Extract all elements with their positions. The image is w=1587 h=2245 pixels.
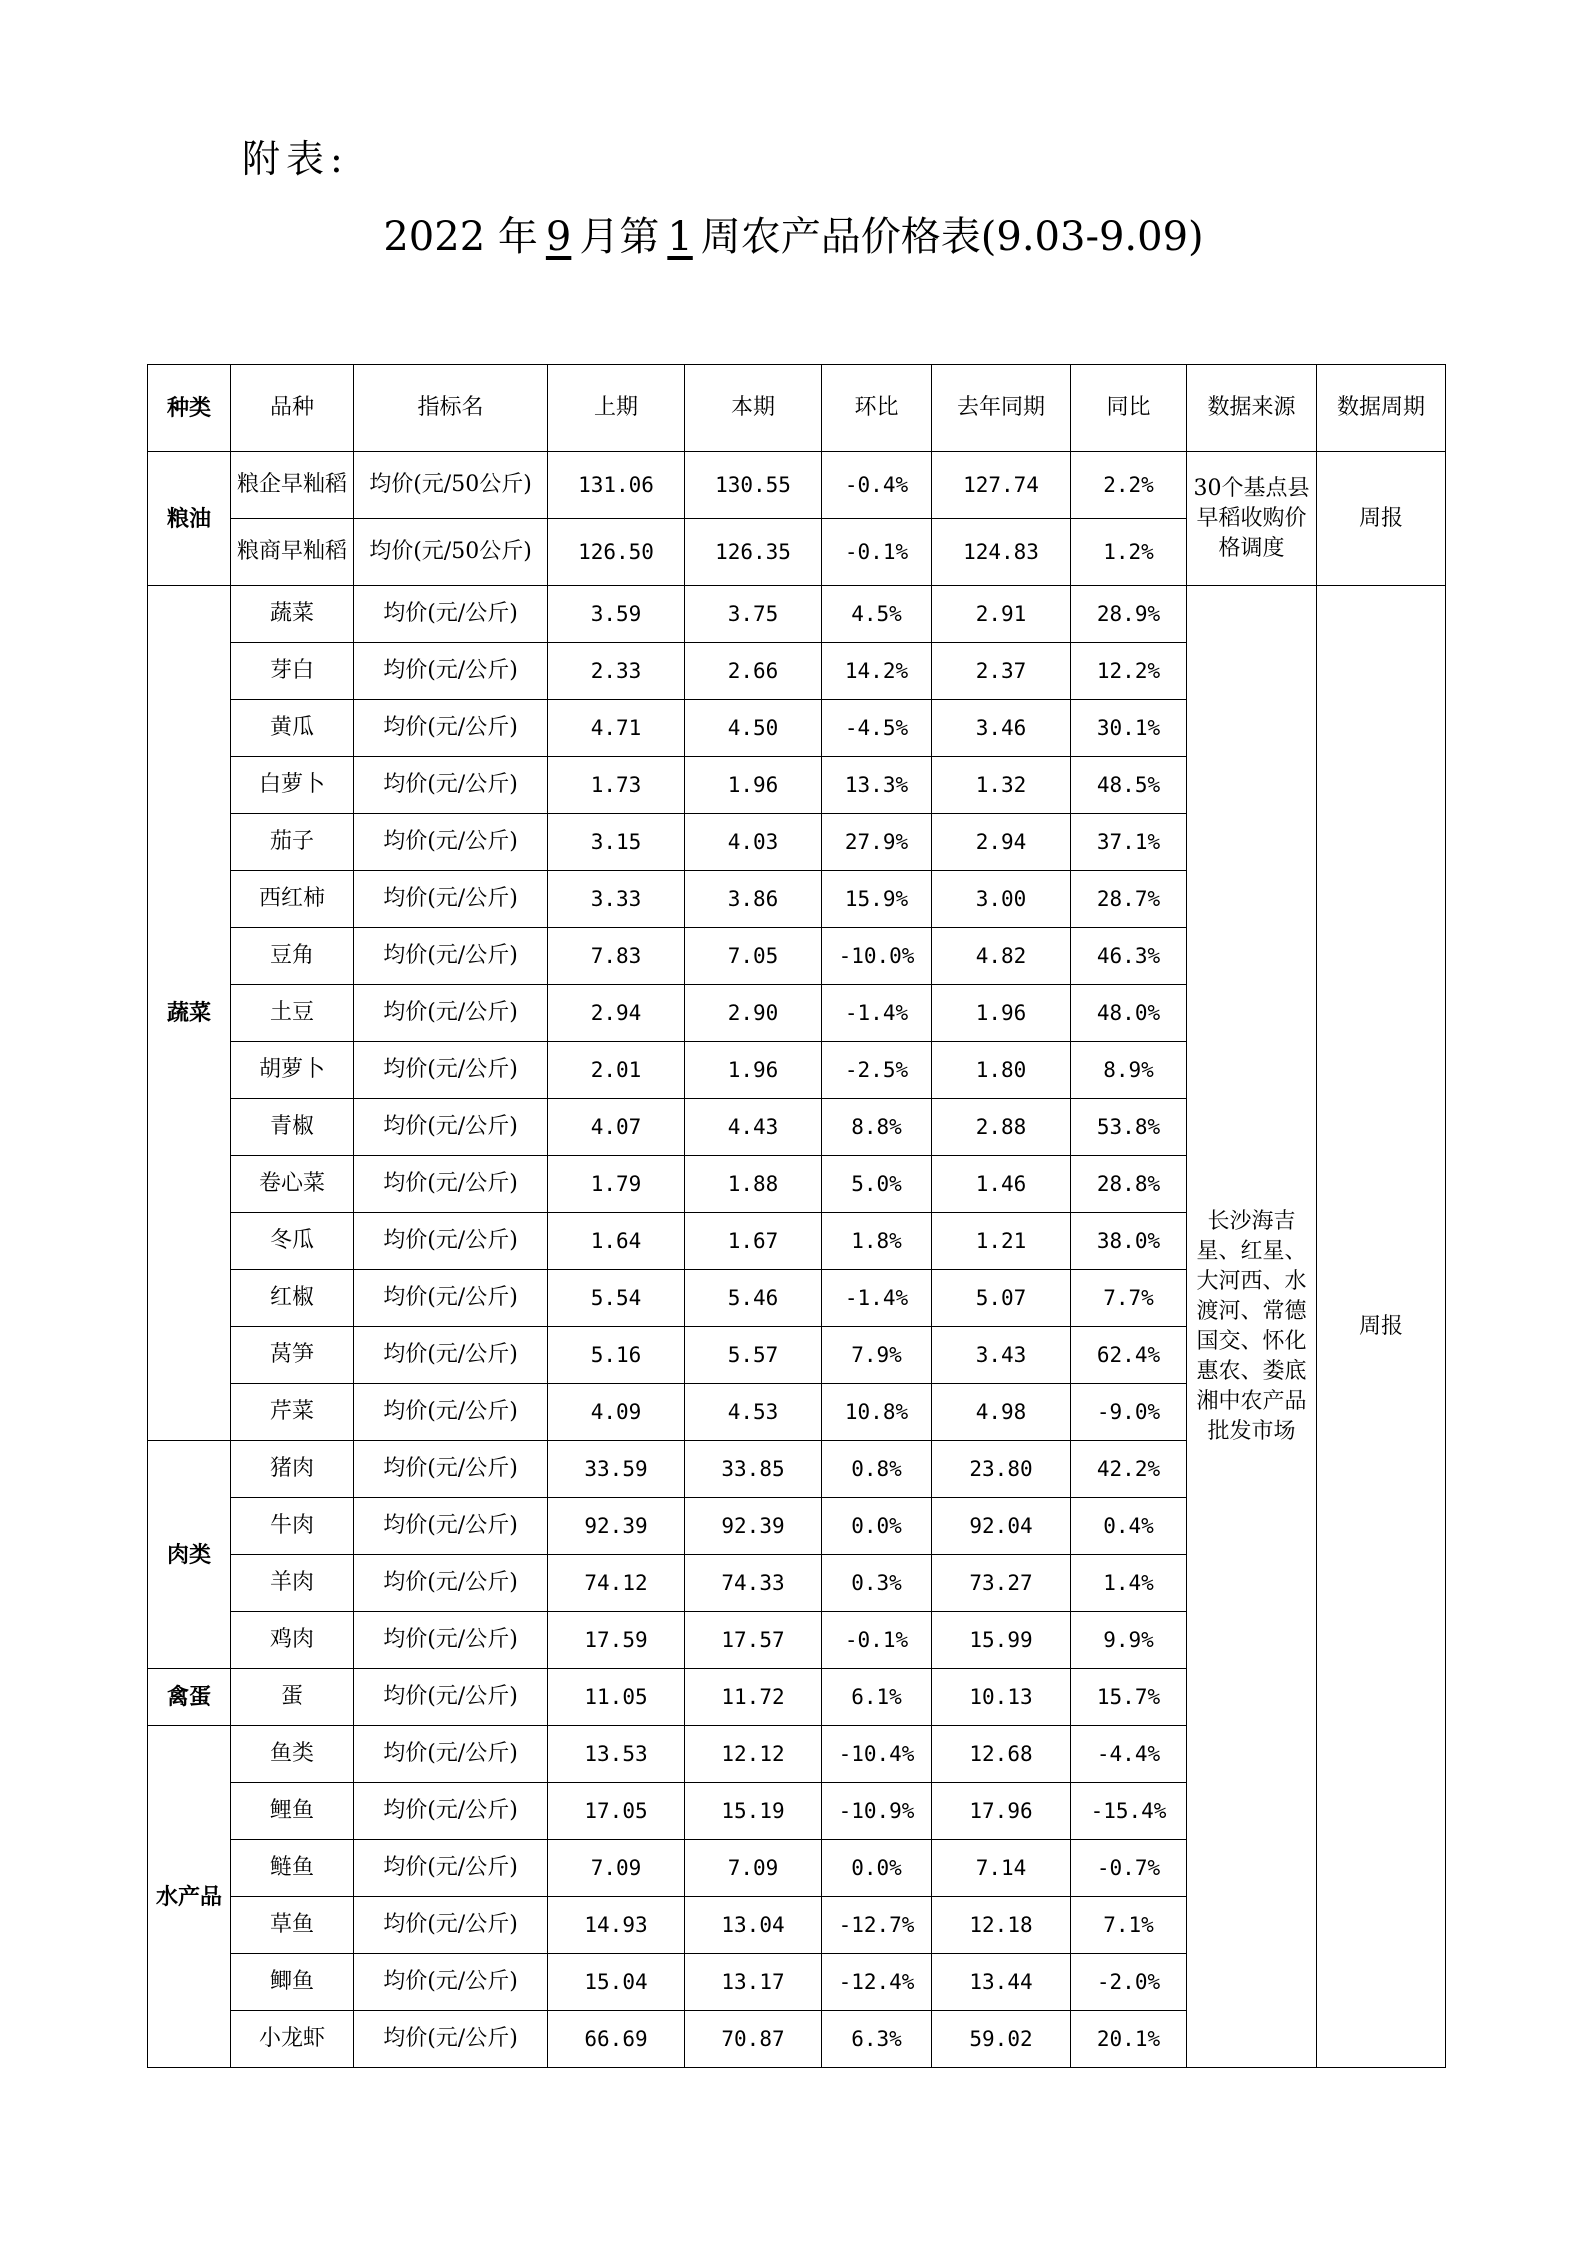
last-year-cell: 2.94 bbox=[932, 814, 1071, 871]
yoy-cell: 9.9% bbox=[1071, 1612, 1187, 1669]
prev-cell: 1.64 bbox=[548, 1213, 685, 1270]
prev-cell: 14.93 bbox=[548, 1897, 685, 1954]
curr-cell: 5.46 bbox=[685, 1270, 822, 1327]
variety-cell: 小龙虾 bbox=[231, 2011, 354, 2068]
yoy-cell: 8.9% bbox=[1071, 1042, 1187, 1099]
curr-cell: 70.87 bbox=[685, 2011, 822, 2068]
curr-cell: 5.57 bbox=[685, 1327, 822, 1384]
curr-cell: 7.09 bbox=[685, 1840, 822, 1897]
yoy-cell: 42.2% bbox=[1071, 1441, 1187, 1498]
last-year-cell: 1.96 bbox=[932, 985, 1071, 1042]
indicator-cell: 均价(元/公斤) bbox=[354, 1669, 548, 1726]
mom-cell: -2.5% bbox=[822, 1042, 932, 1099]
mom-cell: -0.4% bbox=[822, 452, 932, 519]
yoy-cell: 15.7% bbox=[1071, 1669, 1187, 1726]
variety-cell: 豆角 bbox=[231, 928, 354, 985]
indicator-cell: 均价(元/公斤) bbox=[354, 1897, 548, 1954]
indicator-cell: 均价(元/公斤) bbox=[354, 586, 548, 643]
mom-cell: -0.1% bbox=[822, 519, 932, 586]
yoy-cell: 0.4% bbox=[1071, 1498, 1187, 1555]
yoy-cell: -4.4% bbox=[1071, 1726, 1187, 1783]
prev-cell: 2.33 bbox=[548, 643, 685, 700]
curr-cell: 7.05 bbox=[685, 928, 822, 985]
yoy-cell: -0.7% bbox=[1071, 1840, 1187, 1897]
last-year-cell: 1.80 bbox=[932, 1042, 1071, 1099]
period-cell: 周报 bbox=[1317, 452, 1446, 586]
variety-cell: 牛肉 bbox=[231, 1498, 354, 1555]
variety-cell: 鸡肉 bbox=[231, 1612, 354, 1669]
mom-cell: -10.4% bbox=[822, 1726, 932, 1783]
variety-cell: 蔬菜 bbox=[231, 586, 354, 643]
mom-cell: 0.8% bbox=[822, 1441, 932, 1498]
yoy-cell: 7.7% bbox=[1071, 1270, 1187, 1327]
variety-cell: 粮企早籼稻 bbox=[231, 452, 354, 519]
mom-cell: 15.9% bbox=[822, 871, 932, 928]
indicator-cell: 均价(元/50公斤) bbox=[354, 452, 548, 519]
yoy-cell: 53.8% bbox=[1071, 1099, 1187, 1156]
mom-cell: 27.9% bbox=[822, 814, 932, 871]
category-cell: 禽蛋 bbox=[148, 1669, 231, 1726]
prev-cell: 11.05 bbox=[548, 1669, 685, 1726]
table-row bbox=[148, 586, 1446, 643]
mom-cell: 7.9% bbox=[822, 1327, 932, 1384]
variety-cell: 粮商早籼稻 bbox=[231, 519, 354, 586]
category-cell: 肉类 bbox=[148, 1441, 231, 1669]
header-curr: 本期 bbox=[685, 365, 822, 452]
variety-cell: 黄瓜 bbox=[231, 700, 354, 757]
prev-cell: 4.09 bbox=[548, 1384, 685, 1441]
indicator-cell: 均价(元/公斤) bbox=[354, 928, 548, 985]
last-year-cell: 2.88 bbox=[932, 1099, 1071, 1156]
mom-cell: 0.0% bbox=[822, 1840, 932, 1897]
yoy-cell: 20.1% bbox=[1071, 2011, 1187, 2068]
last-year-cell: 15.99 bbox=[932, 1612, 1071, 1669]
prev-cell: 7.83 bbox=[548, 928, 685, 985]
title-mid: 月第 bbox=[579, 214, 660, 260]
page-title bbox=[0, 205, 1587, 262]
yoy-cell: 12.2% bbox=[1071, 643, 1187, 700]
yoy-cell: 1.2% bbox=[1071, 519, 1187, 586]
prev-cell: 66.69 bbox=[548, 2011, 685, 2068]
prev-cell: 17.59 bbox=[548, 1612, 685, 1669]
prev-cell: 3.15 bbox=[548, 814, 685, 871]
curr-cell: 3.75 bbox=[685, 586, 822, 643]
last-year-cell: 10.13 bbox=[932, 1669, 1071, 1726]
yoy-cell: 1.4% bbox=[1071, 1555, 1187, 1612]
mom-cell: -12.7% bbox=[822, 1897, 932, 1954]
last-year-cell: 5.07 bbox=[932, 1270, 1071, 1327]
table-row bbox=[148, 452, 1446, 519]
yoy-cell: 48.5% bbox=[1071, 757, 1187, 814]
mom-cell: 13.3% bbox=[822, 757, 932, 814]
variety-cell: 芹菜 bbox=[231, 1384, 354, 1441]
curr-cell: 1.88 bbox=[685, 1156, 822, 1213]
prev-cell: 7.09 bbox=[548, 1840, 685, 1897]
mom-cell: 4.5% bbox=[822, 586, 932, 643]
curr-cell: 4.03 bbox=[685, 814, 822, 871]
mom-cell: 6.3% bbox=[822, 2011, 932, 2068]
variety-cell: 鲤鱼 bbox=[231, 1783, 354, 1840]
indicator-cell: 均价(元/公斤) bbox=[354, 1612, 548, 1669]
mom-cell: 6.1% bbox=[822, 1669, 932, 1726]
variety-cell: 茄子 bbox=[231, 814, 354, 871]
prev-cell: 4.71 bbox=[548, 700, 685, 757]
mom-cell: 10.8% bbox=[822, 1384, 932, 1441]
prev-cell: 33.59 bbox=[548, 1441, 685, 1498]
mom-cell: -10.9% bbox=[822, 1783, 932, 1840]
curr-cell: 74.33 bbox=[685, 1555, 822, 1612]
prev-cell: 74.12 bbox=[548, 1555, 685, 1612]
header-last-year: 去年同期 bbox=[932, 365, 1071, 452]
curr-cell: 12.12 bbox=[685, 1726, 822, 1783]
last-year-cell: 1.32 bbox=[932, 757, 1071, 814]
mom-cell: 1.8% bbox=[822, 1213, 932, 1270]
indicator-cell: 均价(元/公斤) bbox=[354, 1555, 548, 1612]
curr-cell: 1.67 bbox=[685, 1213, 822, 1270]
variety-cell: 青椒 bbox=[231, 1099, 354, 1156]
variety-cell: 草鱼 bbox=[231, 1897, 354, 1954]
yoy-cell: 48.0% bbox=[1071, 985, 1187, 1042]
title-month: 9 bbox=[545, 214, 572, 260]
last-year-cell: 23.80 bbox=[932, 1441, 1071, 1498]
variety-cell: 鲫鱼 bbox=[231, 1954, 354, 2011]
last-year-cell: 3.00 bbox=[932, 871, 1071, 928]
curr-cell: 1.96 bbox=[685, 757, 822, 814]
mom-cell: 0.3% bbox=[822, 1555, 932, 1612]
attachment-label: 附表: bbox=[242, 137, 349, 181]
price-table bbox=[147, 364, 1446, 2068]
indicator-cell: 均价(元/公斤) bbox=[354, 1270, 548, 1327]
curr-cell: 15.19 bbox=[685, 1783, 822, 1840]
yoy-cell: -2.0% bbox=[1071, 1954, 1187, 2011]
indicator-cell: 均价(元/公斤) bbox=[354, 2011, 548, 2068]
yoy-cell: 28.8% bbox=[1071, 1156, 1187, 1213]
variety-cell: 莴笋 bbox=[231, 1327, 354, 1384]
curr-cell: 3.86 bbox=[685, 871, 822, 928]
indicator-cell: 均价(元/公斤) bbox=[354, 1441, 548, 1498]
header-indicator: 指标名 bbox=[354, 365, 548, 452]
prev-cell: 1.73 bbox=[548, 757, 685, 814]
indicator-cell: 均价(元/公斤) bbox=[354, 1783, 548, 1840]
indicator-cell: 均价(元/公斤) bbox=[354, 1498, 548, 1555]
curr-cell: 11.72 bbox=[685, 1669, 822, 1726]
prev-cell: 13.53 bbox=[548, 1726, 685, 1783]
yoy-cell: -15.4% bbox=[1071, 1783, 1187, 1840]
header-variety: 品种 bbox=[231, 365, 354, 452]
header-period: 数据周期 bbox=[1317, 365, 1446, 452]
last-year-cell: 1.46 bbox=[932, 1156, 1071, 1213]
last-year-cell: 7.14 bbox=[932, 1840, 1071, 1897]
yoy-cell: 62.4% bbox=[1071, 1327, 1187, 1384]
header-source: 数据来源 bbox=[1187, 365, 1317, 452]
last-year-cell: 1.21 bbox=[932, 1213, 1071, 1270]
variety-cell: 红椒 bbox=[231, 1270, 354, 1327]
header-mom: 环比 bbox=[822, 365, 932, 452]
curr-cell: 13.04 bbox=[685, 1897, 822, 1954]
indicator-cell: 均价(元/公斤) bbox=[354, 871, 548, 928]
indicator-cell: 均价(元/公斤) bbox=[354, 1213, 548, 1270]
last-year-cell: 92.04 bbox=[932, 1498, 1071, 1555]
yoy-cell: 46.3% bbox=[1071, 928, 1187, 985]
variety-cell: 胡萝卜 bbox=[231, 1042, 354, 1099]
indicator-cell: 均价(元/公斤) bbox=[354, 1726, 548, 1783]
indicator-cell: 均价(元/公斤) bbox=[354, 1327, 548, 1384]
header-yoy: 同比 bbox=[1071, 365, 1187, 452]
indicator-cell: 均价(元/公斤) bbox=[354, 1840, 548, 1897]
curr-cell: 13.17 bbox=[685, 1954, 822, 2011]
last-year-cell: 127.74 bbox=[932, 452, 1071, 519]
mom-cell: -10.0% bbox=[822, 928, 932, 985]
last-year-cell: 12.18 bbox=[932, 1897, 1071, 1954]
prev-cell: 1.79 bbox=[548, 1156, 685, 1213]
curr-cell: 4.43 bbox=[685, 1099, 822, 1156]
yoy-cell: 28.9% bbox=[1071, 586, 1187, 643]
category-cell: 粮油 bbox=[148, 452, 231, 586]
curr-cell: 1.96 bbox=[685, 1042, 822, 1099]
mom-cell: 0.0% bbox=[822, 1498, 932, 1555]
prev-cell: 92.39 bbox=[548, 1498, 685, 1555]
curr-cell: 4.53 bbox=[685, 1384, 822, 1441]
curr-cell: 130.55 bbox=[685, 452, 822, 519]
prev-cell: 126.50 bbox=[548, 519, 685, 586]
mom-cell: 14.2% bbox=[822, 643, 932, 700]
variety-cell: 土豆 bbox=[231, 985, 354, 1042]
header-category: 种类 bbox=[148, 365, 231, 452]
yoy-cell: 37.1% bbox=[1071, 814, 1187, 871]
mom-cell: -1.4% bbox=[822, 985, 932, 1042]
last-year-cell: 3.46 bbox=[932, 700, 1071, 757]
period-cell: 周报 bbox=[1317, 586, 1446, 2068]
last-year-cell: 4.82 bbox=[932, 928, 1071, 985]
last-year-cell: 13.44 bbox=[932, 1954, 1071, 2011]
title-year: 2022 年 bbox=[383, 214, 538, 260]
prev-cell: 131.06 bbox=[548, 452, 685, 519]
indicator-cell: 均价(元/公斤) bbox=[354, 1156, 548, 1213]
variety-cell: 白萝卜 bbox=[231, 757, 354, 814]
header-prev: 上期 bbox=[548, 365, 685, 452]
prev-cell: 3.33 bbox=[548, 871, 685, 928]
variety-cell: 芽白 bbox=[231, 643, 354, 700]
prev-cell: 3.59 bbox=[548, 586, 685, 643]
variety-cell: 羊肉 bbox=[231, 1555, 354, 1612]
mom-cell: -1.4% bbox=[822, 1270, 932, 1327]
indicator-cell: 均价(元/50公斤) bbox=[354, 519, 548, 586]
curr-cell: 4.50 bbox=[685, 700, 822, 757]
indicator-cell: 均价(元/公斤) bbox=[354, 1384, 548, 1441]
source-cell: 30个基点县早稻收购价格调度 bbox=[1187, 452, 1317, 586]
yoy-cell: 30.1% bbox=[1071, 700, 1187, 757]
last-year-cell: 2.37 bbox=[932, 643, 1071, 700]
mom-cell: 8.8% bbox=[822, 1099, 932, 1156]
prev-cell: 2.94 bbox=[548, 985, 685, 1042]
category-cell: 水产品 bbox=[148, 1726, 231, 2068]
mom-cell: -4.5% bbox=[822, 700, 932, 757]
indicator-cell: 均价(元/公斤) bbox=[354, 1954, 548, 2011]
variety-cell: 鱼类 bbox=[231, 1726, 354, 1783]
yoy-cell: 2.2% bbox=[1071, 452, 1187, 519]
prev-cell: 15.04 bbox=[548, 1954, 685, 2011]
mom-cell: -12.4% bbox=[822, 1954, 932, 2011]
variety-cell: 鲢鱼 bbox=[231, 1840, 354, 1897]
mom-cell: 5.0% bbox=[822, 1156, 932, 1213]
last-year-cell: 3.43 bbox=[932, 1327, 1071, 1384]
prev-cell: 5.54 bbox=[548, 1270, 685, 1327]
prev-cell: 4.07 bbox=[548, 1099, 685, 1156]
prev-cell: 5.16 bbox=[548, 1327, 685, 1384]
last-year-cell: 2.91 bbox=[932, 586, 1071, 643]
yoy-cell: -9.0% bbox=[1071, 1384, 1187, 1441]
header-row bbox=[148, 365, 1446, 452]
indicator-cell: 均价(元/公斤) bbox=[354, 757, 548, 814]
yoy-cell: 28.7% bbox=[1071, 871, 1187, 928]
curr-cell: 2.90 bbox=[685, 985, 822, 1042]
last-year-cell: 4.98 bbox=[932, 1384, 1071, 1441]
indicator-cell: 均价(元/公斤) bbox=[354, 1042, 548, 1099]
variety-cell: 蛋 bbox=[231, 1669, 354, 1726]
variety-cell: 卷心菜 bbox=[231, 1156, 354, 1213]
prev-cell: 2.01 bbox=[548, 1042, 685, 1099]
last-year-cell: 124.83 bbox=[932, 519, 1071, 586]
prev-cell: 17.05 bbox=[548, 1783, 685, 1840]
indicator-cell: 均价(元/公斤) bbox=[354, 700, 548, 757]
category-cell: 蔬菜 bbox=[148, 586, 231, 1441]
curr-cell: 17.57 bbox=[685, 1612, 822, 1669]
curr-cell: 126.35 bbox=[685, 519, 822, 586]
indicator-cell: 均价(元/公斤) bbox=[354, 814, 548, 871]
variety-cell: 冬瓜 bbox=[231, 1213, 354, 1270]
indicator-cell: 均价(元/公斤) bbox=[354, 643, 548, 700]
yoy-cell: 7.1% bbox=[1071, 1897, 1187, 1954]
last-year-cell: 17.96 bbox=[932, 1783, 1071, 1840]
last-year-cell: 73.27 bbox=[932, 1555, 1071, 1612]
yoy-cell: 38.0% bbox=[1071, 1213, 1187, 1270]
indicator-cell: 均价(元/公斤) bbox=[354, 1099, 548, 1156]
curr-cell: 92.39 bbox=[685, 1498, 822, 1555]
source-cell: 长沙海吉星、红星、大河西、水渡河、常德国交、怀化惠农、娄底湘中农产品批发市场 bbox=[1187, 586, 1317, 2068]
title-week: 1 bbox=[667, 214, 693, 260]
title-suffix: 周农产品价格表(9.03-9.09) bbox=[700, 214, 1204, 260]
curr-cell: 2.66 bbox=[685, 643, 822, 700]
last-year-cell: 12.68 bbox=[932, 1726, 1071, 1783]
mom-cell: -0.1% bbox=[822, 1612, 932, 1669]
curr-cell: 33.85 bbox=[685, 1441, 822, 1498]
variety-cell: 猪肉 bbox=[231, 1441, 354, 1498]
last-year-cell: 59.02 bbox=[932, 2011, 1071, 2068]
variety-cell: 西红柿 bbox=[231, 871, 354, 928]
indicator-cell: 均价(元/公斤) bbox=[354, 985, 548, 1042]
table-body bbox=[148, 452, 1446, 2068]
